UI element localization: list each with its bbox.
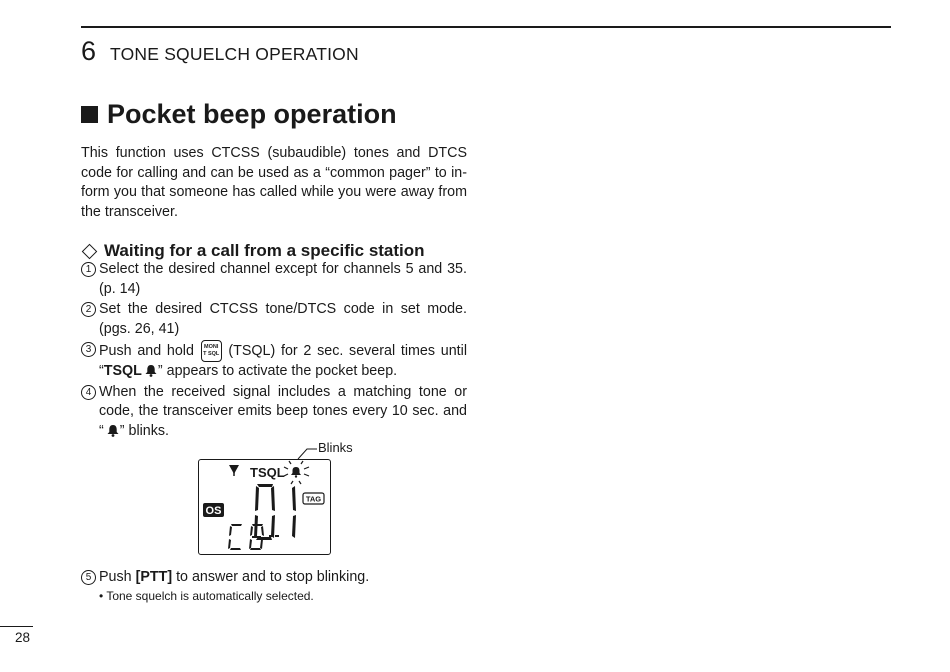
step-number: 3	[81, 342, 96, 357]
chapter-number: 6	[81, 36, 97, 66]
bottom-segment-display	[228, 524, 279, 550]
step-number: 4	[81, 385, 96, 400]
lcd-illustration	[198, 440, 358, 558]
blinks-label: Blinks	[318, 440, 353, 455]
square-bullet-icon	[81, 106, 98, 123]
top-rule	[81, 26, 891, 28]
step-text: When the received signal includes a matching tone or code, the transceiver emits beep tones every 10 sec. and “ ” blinks.	[99, 383, 467, 439]
step-number: 1	[81, 262, 96, 277]
chapter-header	[81, 36, 359, 67]
os-label: OS	[205, 505, 222, 517]
subsection-title: Waiting for a call from a specific station	[104, 241, 425, 260]
blinking-bell-icon	[284, 461, 309, 484]
step-text: Select the desired channel except for channels 5 and 35. (p. 14)	[99, 261, 467, 297]
steps-list	[81, 260, 467, 442]
tag-label: TAG	[305, 494, 322, 504]
bullet-note: • Tone squelch is automatically selected.	[99, 589, 314, 603]
subsection-heading	[81, 241, 425, 261]
intro-paragraph: This function uses CTCSS (subaudible) tones and DTCS code for calling and can be used as a “common pager” to in-form you that someone has called while you were away from the transceiver.	[81, 145, 467, 220]
step-number: 5	[81, 570, 96, 585]
list-item	[81, 568, 467, 589]
step-text: Push [PTT] to answer and to stop blinking.	[99, 569, 370, 585]
section-heading	[81, 99, 397, 130]
page-number: 28	[15, 630, 31, 645]
list-item	[81, 300, 467, 339]
list-item	[81, 340, 467, 382]
section-title: Pocket beep operation	[107, 99, 397, 129]
chapter-title: TONE SQUELCH OPERATION	[110, 44, 359, 64]
channel-digits	[254, 484, 296, 540]
diamond-icon	[82, 243, 98, 259]
list-item	[81, 260, 467, 299]
step-text: Set the desired CTCSS tone/DTCS code in set mode. (pgs. 26, 41)	[99, 301, 467, 337]
bell-icon	[106, 424, 120, 437]
antenna-icon	[229, 465, 239, 476]
step-text: Push and hold MONI T SQL (TSQL) for 2 sec. several times until “TSQL ” appears to activate the pocket beep.	[99, 340, 467, 382]
page-number-rule	[0, 626, 33, 627]
list-item	[81, 383, 467, 442]
step-number: 2	[81, 302, 96, 317]
lcd-tsql-text: TSQL	[250, 465, 285, 480]
lcd-screen	[198, 459, 331, 555]
moni-tsql-key-icon: MONI T SQL	[201, 340, 222, 362]
bell-icon	[144, 364, 158, 377]
